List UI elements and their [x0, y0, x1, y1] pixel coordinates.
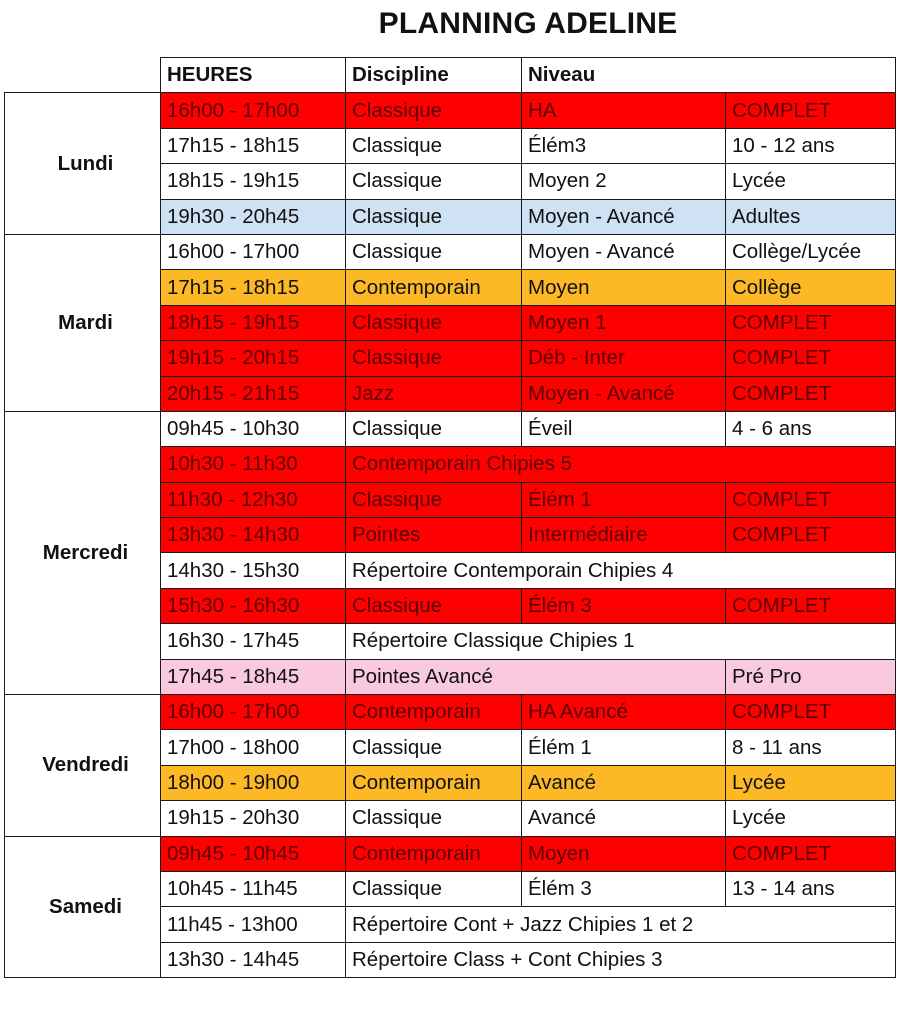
corner-cell — [5, 58, 161, 93]
level-cell: Élém 1 — [522, 730, 726, 765]
day-label: Samedi — [5, 836, 161, 978]
time-cell: 09h45 - 10h30 — [161, 411, 346, 446]
level-cell: Moyen 1 — [522, 305, 726, 340]
time-cell: 17h15 - 18h15 — [161, 270, 346, 305]
discipline-cell: Contemporain — [346, 695, 522, 730]
group-cell: COMPLET — [726, 305, 896, 340]
time-cell: 09h45 - 10h45 — [161, 836, 346, 871]
discipline-cell: Classique — [346, 128, 522, 163]
group-cell: Lycée — [726, 164, 896, 199]
level-cell: Avancé — [522, 765, 726, 800]
level-cell: Moyen — [522, 836, 726, 871]
time-cell: 18h15 - 19h15 — [161, 305, 346, 340]
schedule-row — [5, 695, 896, 730]
time-cell: 20h15 - 21h15 — [161, 376, 346, 411]
time-cell: 15h30 - 16h30 — [161, 588, 346, 623]
level-cell: Éveil — [522, 411, 726, 446]
time-cell: 17h15 - 18h15 — [161, 128, 346, 163]
level-cell: Moyen - Avancé — [522, 199, 726, 234]
group-cell: COMPLET — [726, 93, 896, 128]
group-cell: COMPLET — [726, 482, 896, 517]
time-cell: 16h00 - 17h00 — [161, 695, 346, 730]
discipline-cell: Classique — [346, 482, 522, 517]
group-cell: COMPLET — [726, 376, 896, 411]
day-label: Vendredi — [5, 695, 161, 837]
discipline-cell: Contemporain — [346, 765, 522, 800]
header-hours: HEURES — [161, 58, 346, 93]
group-cell: COMPLET — [726, 695, 896, 730]
schedule-row — [5, 93, 896, 128]
discipline-cell: Jazz — [346, 376, 522, 411]
level-cell: Élém 3 — [522, 588, 726, 623]
time-cell: 10h45 - 11h45 — [161, 871, 346, 906]
header-discipline: Discipline — [346, 58, 522, 93]
discipline-cell: Contemporain — [346, 270, 522, 305]
course-cell: Pointes Avancé — [346, 659, 726, 694]
level-cell: Élém3 — [522, 128, 726, 163]
time-cell: 17h45 - 18h45 — [161, 659, 346, 694]
time-cell: 18h00 - 19h00 — [161, 765, 346, 800]
level-cell: Déb - Inter — [522, 341, 726, 376]
group-cell: Pré Pro — [726, 659, 896, 694]
header-row — [5, 58, 896, 93]
time-cell: 13h30 - 14h45 — [161, 942, 346, 977]
time-cell: 11h45 - 13h00 — [161, 907, 346, 942]
discipline-cell: Classique — [346, 730, 522, 765]
discipline-cell: Classique — [346, 411, 522, 446]
group-cell: COMPLET — [726, 341, 896, 376]
group-cell: 13 - 14 ans — [726, 871, 896, 906]
header-level: Niveau — [522, 58, 896, 93]
time-cell: 19h15 - 20h15 — [161, 341, 346, 376]
group-cell: Adultes — [726, 199, 896, 234]
time-cell: 14h30 - 15h30 — [161, 553, 346, 588]
level-cell: Moyen — [522, 270, 726, 305]
schedule-table — [4, 57, 896, 978]
group-cell: COMPLET — [726, 518, 896, 553]
level-cell: HA Avancé — [522, 695, 726, 730]
group-cell: Lycée — [726, 765, 896, 800]
group-cell: Collège/Lycée — [726, 234, 896, 269]
course-cell: Répertoire Cont + Jazz Chipies 1 et 2 — [346, 907, 896, 942]
discipline-cell: Classique — [346, 871, 522, 906]
level-cell: Intermédiaire — [522, 518, 726, 553]
group-cell: 8 - 11 ans — [726, 730, 896, 765]
discipline-cell: Pointes — [346, 518, 522, 553]
group-cell: Lycée — [726, 801, 896, 836]
page-title: PLANNING ADELINE — [378, 7, 678, 40]
discipline-cell: Classique — [346, 588, 522, 623]
level-cell: Avancé — [522, 801, 726, 836]
schedule-row — [5, 411, 896, 446]
day-label: Lundi — [5, 93, 161, 235]
group-cell: COMPLET — [726, 836, 896, 871]
day-label: Mercredi — [5, 411, 161, 694]
discipline-cell: Classique — [346, 234, 522, 269]
schedule-row — [5, 836, 896, 871]
time-cell: 19h15 - 20h30 — [161, 801, 346, 836]
discipline-cell: Classique — [346, 93, 522, 128]
time-cell: 18h15 - 19h15 — [161, 164, 346, 199]
course-cell: Répertoire Classique Chipies 1 — [346, 624, 896, 659]
discipline-cell: Classique — [346, 305, 522, 340]
group-cell: 10 - 12 ans — [726, 128, 896, 163]
course-cell: Répertoire Class + Cont Chipies 3 — [346, 942, 896, 977]
time-cell: 16h00 - 17h00 — [161, 93, 346, 128]
discipline-cell: Classique — [346, 341, 522, 376]
group-cell: 4 - 6 ans — [726, 411, 896, 446]
time-cell: 17h00 - 18h00 — [161, 730, 346, 765]
course-cell: Contemporain Chipies 5 — [346, 447, 896, 482]
group-cell: Collège — [726, 270, 896, 305]
level-cell: Moyen 2 — [522, 164, 726, 199]
discipline-cell: Classique — [346, 199, 522, 234]
level-cell: Élém 3 — [522, 871, 726, 906]
time-cell: 16h00 - 17h00 — [161, 234, 346, 269]
time-cell: 11h30 - 12h30 — [161, 482, 346, 517]
discipline-cell: Contemporain — [346, 836, 522, 871]
level-cell: Moyen - Avancé — [522, 234, 726, 269]
group-cell: COMPLET — [726, 588, 896, 623]
time-cell: 19h30 - 20h45 — [161, 199, 346, 234]
discipline-cell: Classique — [346, 164, 522, 199]
level-cell: Élém 1 — [522, 482, 726, 517]
day-label: Mardi — [5, 234, 161, 411]
time-cell: 10h30 - 11h30 — [161, 447, 346, 482]
time-cell: 13h30 - 14h30 — [161, 518, 346, 553]
discipline-cell: Classique — [346, 801, 522, 836]
level-cell: Moyen - Avancé — [522, 376, 726, 411]
level-cell: HA — [522, 93, 726, 128]
schedule-row — [5, 234, 896, 269]
course-cell: Répertoire Contemporain Chipies 4 — [346, 553, 896, 588]
time-cell: 16h30 - 17h45 — [161, 624, 346, 659]
